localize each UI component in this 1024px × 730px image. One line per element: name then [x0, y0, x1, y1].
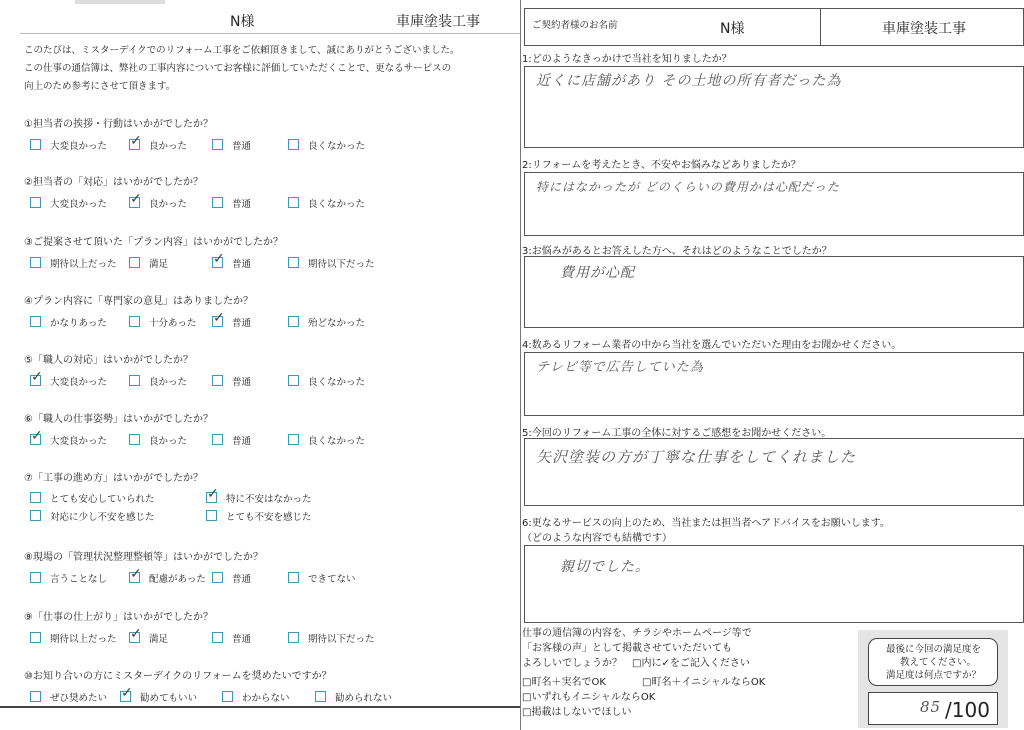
- satisfaction-prompt-3: 満足度は何点ですか？: [886, 670, 982, 681]
- question-1-label: ①担当者の挨拶・行動はいかがでしたか？: [24, 119, 213, 130]
- question-3-option-1-label: 期待以上だった: [50, 259, 117, 270]
- section-5-question: 5:今回のリフォーム工事の全体に対するご感想をお聞かせください。: [522, 428, 832, 439]
- question-3-checkmark-icon: ✓: [213, 251, 225, 267]
- question-7-checkbox-1[interactable]: [30, 492, 41, 503]
- question-7-option-3-label: 対応に少し不安を感じた: [50, 512, 155, 523]
- question-5-checkmark-icon: ✓: [31, 369, 43, 385]
- section-1-handwritten-answer: 近くに店舗があり その土地の所有者だった為: [536, 73, 842, 89]
- question-5-checkbox-3[interactable]: [212, 375, 223, 386]
- question-6-checkbox-3[interactable]: [212, 434, 223, 445]
- question-10-option-4-label: 勧められない: [335, 693, 393, 704]
- section-3-question: 3:お悩みがあるとお答えした方へ、それはどのようなことでしたか？: [522, 246, 832, 257]
- question-1-option-4-label: 良くなかった: [308, 141, 366, 152]
- question-6-checkbox-4[interactable]: [288, 434, 299, 445]
- question-3-option-2-label: 満足: [149, 259, 169, 270]
- section-6-question-note: （どのような内容でも結構です）: [522, 533, 672, 544]
- question-10-option-1-label: ぜひ奨めたい: [50, 693, 108, 704]
- question-3-option-3-label: 普通: [232, 259, 252, 270]
- question-2-checkbox-3[interactable]: [212, 197, 223, 208]
- question-3-label: ③ご提案させて頂いた「プラン内容」はいかがでしたか？: [24, 237, 283, 248]
- question-6-option-2-label: 良かった: [149, 436, 188, 447]
- question-5-option-4-label: 良くなかった: [308, 377, 366, 388]
- question-4-checkbox-1[interactable]: [30, 316, 41, 327]
- question-7-checkmark-icon: ✓: [207, 486, 219, 502]
- question-10-checkmark-icon: ✓: [121, 685, 133, 701]
- question-2-option-1-label: 大変良かった: [50, 199, 108, 210]
- section-5-handwritten-answer: 矢沢塗装の方が丁寧な仕事をしてくれました: [536, 448, 857, 466]
- question-2-option-4-label: 良くなかった: [308, 199, 366, 210]
- question-8-label: ⑧現場の「管理状況整理整頓等」はいかがでしたか？: [24, 552, 263, 563]
- section-3-handwritten-answer: 費用が心配: [560, 265, 635, 281]
- question-9-checkmark-icon: ✓: [130, 626, 142, 642]
- question-1-checkbox-1[interactable]: [30, 139, 41, 150]
- question-4-checkbox-4[interactable]: [288, 316, 299, 327]
- question-7-option-2-label: 特に不安はなかった: [226, 494, 312, 505]
- satisfaction-prompt-1: 最後に今回の満足度を: [886, 644, 982, 655]
- question-5-checkbox-4[interactable]: [288, 375, 299, 386]
- question-8-checkbox-1[interactable]: [30, 572, 41, 583]
- question-4-option-3-label: 普通: [232, 318, 252, 329]
- question-8-checkbox-3[interactable]: [212, 572, 223, 583]
- section-4-handwritten-answer: テレビ等で広告していた為: [536, 360, 704, 375]
- publish-opt-1[interactable]: □町名＋実名でOK: [522, 677, 606, 688]
- publish-opt-2[interactable]: □町名＋イニシャルならOK: [642, 677, 766, 688]
- question-7-checkbox-4[interactable]: [206, 510, 217, 521]
- score-value: 85: [920, 698, 942, 716]
- question-6-option-1-label: 大変良かった: [50, 436, 108, 447]
- question-3-checkbox-4[interactable]: [288, 257, 299, 268]
- question-1-option-2-label: 良かった: [149, 141, 188, 152]
- question-3-option-4-label: 期待以下だった: [308, 259, 375, 270]
- question-1-checkmark-icon: ✓: [130, 133, 142, 149]
- question-8-option-3-label: 普通: [232, 574, 252, 585]
- question-7-label: ⑦「工事の進め方」はいかがでしたか？: [24, 473, 203, 484]
- question-1-checkbox-4[interactable]: [288, 139, 299, 150]
- publish-line-3: よろしいでしょうか？ □内に✓をご記入ください: [522, 658, 750, 669]
- left-bottom-rule: [0, 706, 520, 708]
- section-4-question: 4:数あるリフォーム業者の中から当社を選んでいただいた理由をお聞かせください。: [522, 340, 902, 351]
- section-6-handwritten-answer: 親切でした。: [560, 559, 650, 575]
- question-5-checkbox-2[interactable]: [129, 375, 140, 386]
- customer-name-right: N様: [720, 21, 745, 37]
- question-10-checkbox-3[interactable]: [222, 691, 233, 702]
- question-5-option-3-label: 普通: [232, 377, 252, 388]
- question-2-checkbox-4[interactable]: [288, 197, 299, 208]
- question-4-checkmark-icon: ✓: [213, 310, 225, 326]
- scan-header-residue: [75, 0, 165, 4]
- score-max: /100: [945, 698, 990, 722]
- question-1-option-3-label: 普通: [232, 141, 252, 152]
- question-9-option-2-label: 満足: [149, 634, 169, 645]
- question-6-option-3-label: 普通: [232, 436, 252, 447]
- question-3-checkbox-2[interactable]: [129, 257, 140, 268]
- question-9-option-4-label: 期待以下だった: [308, 634, 375, 645]
- work-type: 車庫塗装工事: [396, 14, 480, 30]
- publish-line-2: 「お客様の声」として掲載させていただいても: [522, 643, 732, 654]
- intro-line-1: このたびは、ミスターデイクでのリフォーム工事をご依頼頂きまして、誠にありがとうございました。: [24, 45, 460, 56]
- name-header-divider: [820, 8, 821, 46]
- name-label: ご契約者様のお名前: [532, 20, 618, 31]
- question-10-label: ⑩お知り合いの方にミスターデイクのリフォームを奨めたいですか？: [24, 671, 332, 682]
- question-8-checkmark-icon: ✓: [130, 566, 142, 582]
- question-9-option-3-label: 普通: [232, 634, 252, 645]
- question-9-checkbox-4[interactable]: [288, 632, 299, 643]
- question-10-option-2-label: 勧めてもいい: [140, 693, 198, 704]
- question-9-checkbox-1[interactable]: [30, 632, 41, 643]
- question-2-checkmark-icon: ✓: [130, 191, 142, 207]
- question-7-option-1-label: とても安心していられた: [50, 494, 155, 505]
- publish-opt-4[interactable]: □掲載はしないでほしい: [522, 707, 632, 718]
- question-4-option-4-label: 殆どなかった: [308, 318, 366, 329]
- question-5-label: ⑤「職人の対応」はいかがでしたか？: [24, 355, 193, 366]
- question-9-checkbox-3[interactable]: [212, 632, 223, 643]
- section-2-handwritten-answer: 特にはなかったが どのくらいの費用かは心配だった: [536, 180, 840, 194]
- question-5-option-1-label: 大変良かった: [50, 377, 108, 388]
- question-7-option-4-label: とても不安を感じた: [226, 512, 312, 523]
- question-5-option-2-label: 良かった: [149, 377, 188, 388]
- question-6-checkmark-icon: ✓: [31, 428, 43, 444]
- publish-opt-3[interactable]: □いずれもイニシャルならOK: [522, 692, 656, 703]
- customer-name: N様: [230, 14, 255, 30]
- satisfaction-prompt-2: 教えてください。: [900, 657, 977, 668]
- question-8-option-1-label: 言うことなし: [50, 574, 108, 585]
- question-7-checkbox-3[interactable]: [30, 510, 41, 521]
- intro-line-2: この仕事の通信簿は、弊社の工事内容についてお客様に評価していただくことで、更なるサービスの: [24, 63, 452, 74]
- question-6-option-4-label: 良くなかった: [308, 436, 366, 447]
- question-2-option-3-label: 普通: [232, 199, 252, 210]
- question-6-label: ⑥「職人の仕事姿勢」はいかがでしたか？: [24, 414, 213, 425]
- section-6-question: 6:更なるサービスの向上のため、当社または担当者へアドバイスをお願いします。: [522, 518, 890, 529]
- question-8-option-2-label: 配慮があった: [149, 574, 206, 585]
- question-3-checkbox-1[interactable]: [30, 257, 41, 268]
- question-4-option-2-label: 十分あった: [149, 318, 197, 329]
- section-2-question: 2:リフォームを考えたとき、不安やお悩みなどありましたか？: [522, 160, 801, 171]
- right-form: [520, 0, 1024, 730]
- question-2-checkbox-1[interactable]: [30, 197, 41, 208]
- question-4-checkbox-2[interactable]: [129, 316, 140, 327]
- question-9-option-1-label: 期待以上だった: [50, 634, 117, 645]
- question-6-checkbox-2[interactable]: [129, 434, 140, 445]
- publish-line-1: 仕事の通信簿の内容を、チラシやホームページ等で: [522, 628, 752, 639]
- question-2-label: ②担当者の「対応」はいかがでしたか？: [24, 177, 203, 188]
- question-1-checkbox-3[interactable]: [212, 139, 223, 150]
- left-edge: [520, 0, 521, 730]
- question-1-option-1-label: 大変良かった: [50, 141, 108, 152]
- question-8-checkbox-4[interactable]: [288, 572, 299, 583]
- question-2-option-2-label: 良かった: [149, 199, 188, 210]
- header-divider: [20, 33, 520, 34]
- question-10-option-3-label: わからない: [242, 693, 290, 704]
- question-8-option-4-label: できてない: [308, 574, 356, 585]
- work-type-right: 車庫塗装工事: [882, 21, 966, 37]
- question-4-option-1-label: かなりあった: [50, 318, 107, 329]
- intro-line-3: 向上のため参考にさせて頂きます。: [24, 81, 176, 92]
- section-1-question: 1:どのようなきっかけで当社を知りましたか？: [522, 54, 732, 65]
- question-9-label: ⑨「仕事の仕上がり」はいかがでしたか？: [24, 612, 213, 623]
- question-10-checkbox-1[interactable]: [30, 691, 41, 702]
- question-10-checkbox-4[interactable]: [315, 691, 326, 702]
- question-4-label: ④プラン内容に「専門家の意見」はありましたか？: [24, 296, 253, 307]
